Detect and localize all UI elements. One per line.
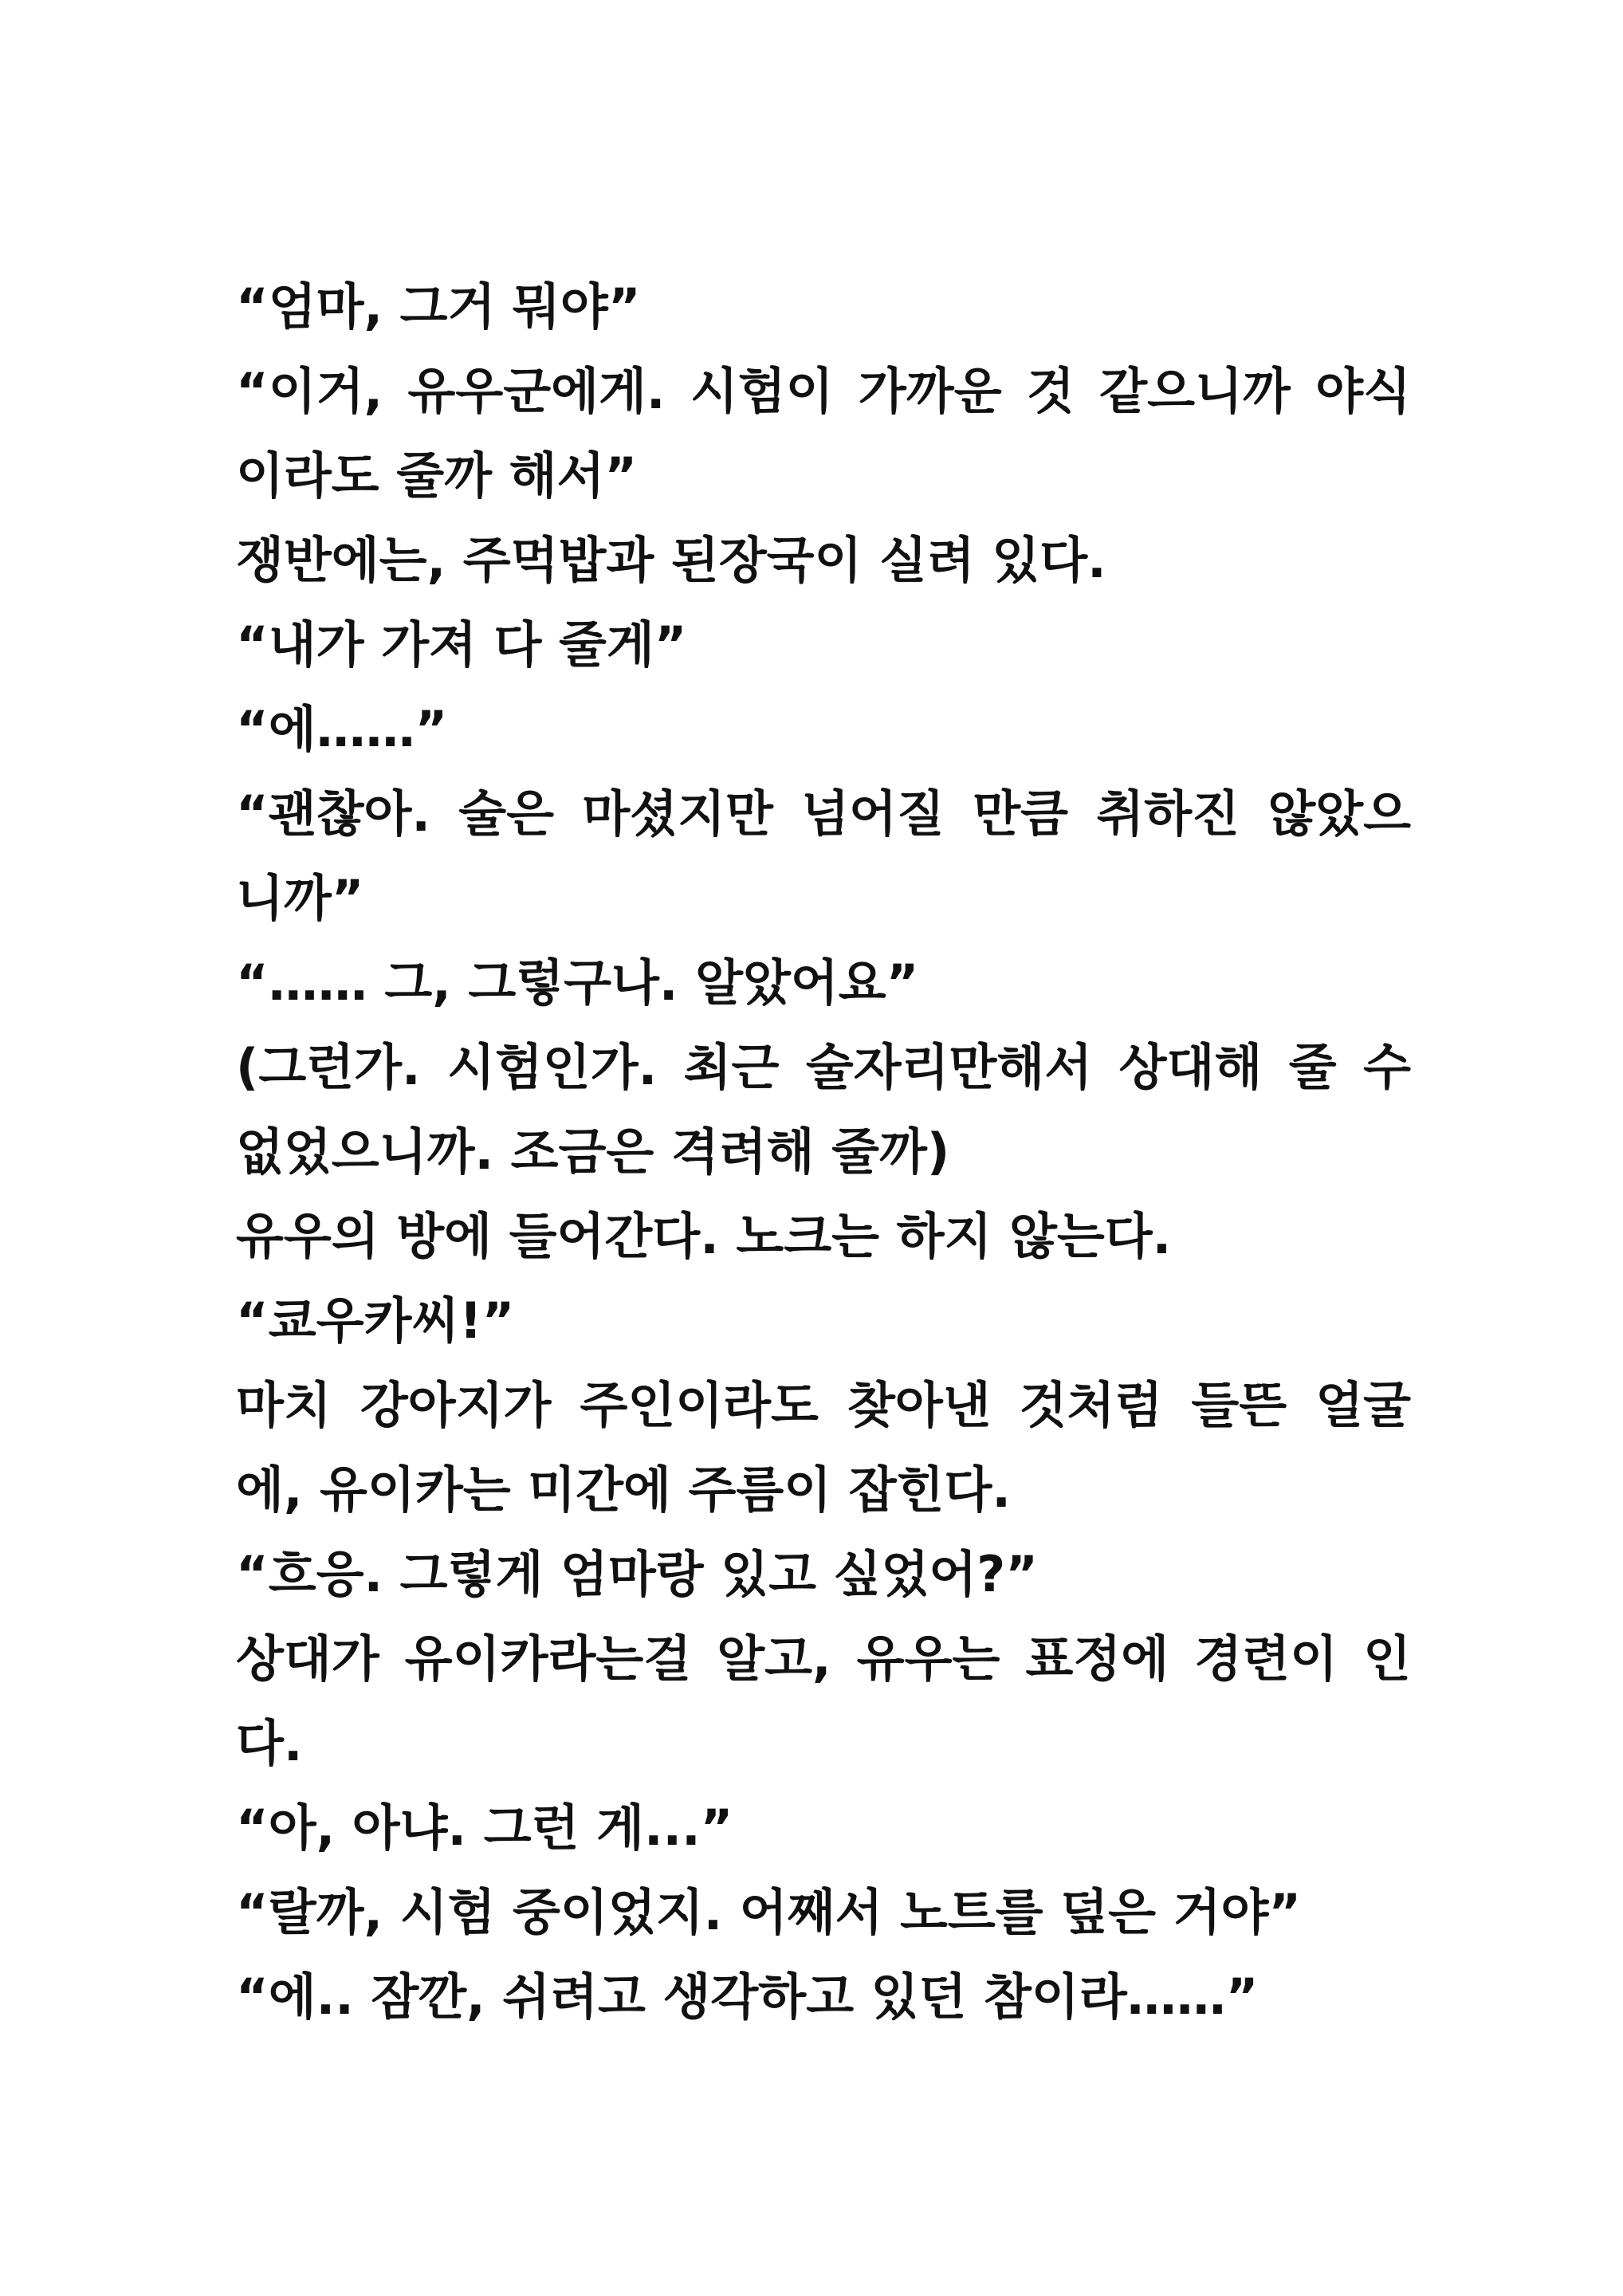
text-line: 상대가 유이카라는걸 알고, 유우는 표정에 경련이 인 [236,1630,1411,1688]
text-line: 쟁반에는, 주먹밥과 된장국이 실려 있다. [236,531,1106,589]
body-text [236,265,1411,2039]
text-line: “에……” [236,700,448,758]
text-line: “에.. 잠깐, 쉬려고 생각하고 있던 참이라……” [236,1968,1259,2026]
text-line: “엄마, 그거 뭐야” [236,277,641,336]
text-line: “…… 그, 그렇구나. 알았어요” [236,953,919,1012]
text-line: “괜찮아. 술은 마셨지만 넘어질 만큼 취하진 않았으 [236,784,1411,843]
text-line: 에, 유이카는 미간에 주름이 잡힌다. [236,1461,1011,1519]
text-line: “랄까, 시험 중이었지. 어째서 노트를 덮은 거야” [236,1883,1302,1941]
text-line: 마치 강아지가 주인이라도 찾아낸 것처럼 들뜬 얼굴 [236,1376,1411,1434]
text-line: “이거, 유우군에게. 시험이 가까운 것 같으니까 야식 [236,362,1411,420]
text-line: 이라도 줄까 해서” [236,446,638,505]
text-line: “아, 아냐. 그런 게...” [236,1799,733,1857]
text-line: 유우의 방에 들어간다. 노크는 하지 않는다. [236,1207,1172,1265]
text-line: (그런가. 시험인가. 최근 술자리만해서 상대해 줄 수 [236,1038,1411,1096]
text-line: 니까” [236,869,364,927]
text-line: “흐응. 그렇게 엄마랑 있고 싶었어?” [236,1545,1038,1603]
text-line: 다. [236,1714,303,1772]
text-line: “내가 가져 다 줄게” [236,615,687,674]
text-line: “쿄우카씨!” [236,1292,515,1350]
text-line: 없었으니까. 조금은 격려해 줄까) [236,1122,950,1181]
